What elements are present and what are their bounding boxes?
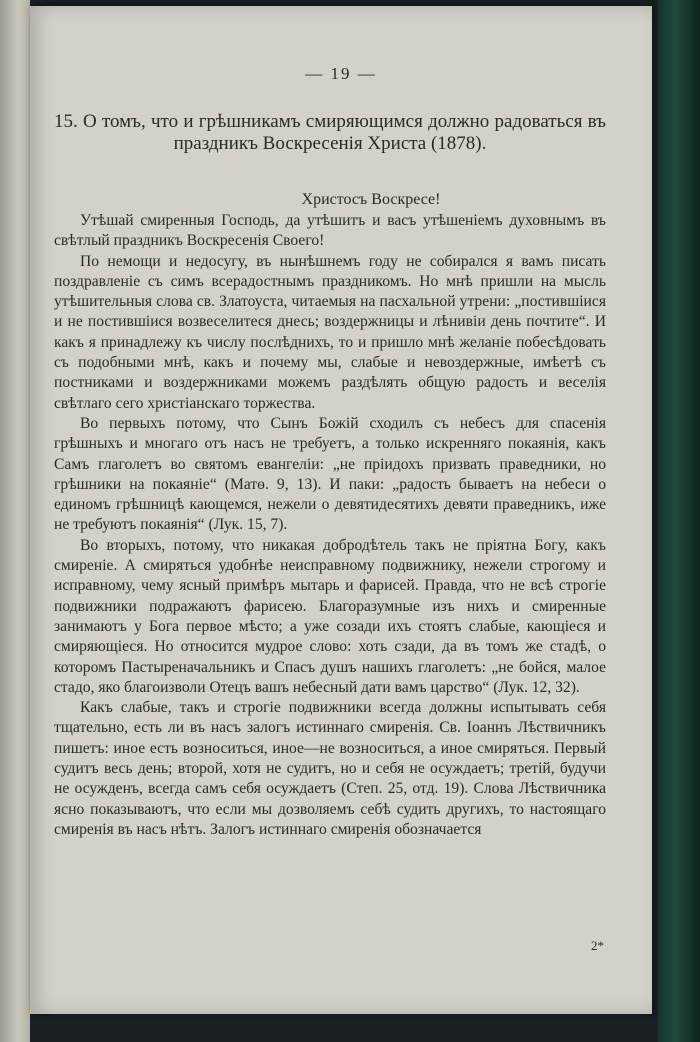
paragraph: Во первыхъ потому, что Сынъ Божій сходилъ съ небесъ для спасенія грѣшныхъ и многаго отъ насъ не требуетъ, а только искренняго покаянія, какъ Самъ глаголетъ во святомъ евангеліи: „не пріидохъ призвать праведники, но грѣшники на покаяніе“ (Матѳ. 9, 13). И паки: „радость бываетъ на небеси о единомъ грѣшницѣ кающемся, нежели о девятидесятихъ девяти праведникъ, иже не требуютъ покаянія“ (Лук. 15, 7). bbox=[54, 414, 606, 534]
book-page bbox=[30, 6, 652, 1014]
body-text bbox=[54, 211, 606, 840]
page-number: — 19 — bbox=[305, 64, 377, 83]
paragraph: По немощи и недосугу, въ нынѣшнемъ году не собирался я вамъ писать поздравленіе съ симъ всерадостнымъ праздникомъ. Но мнѣ пришли на мысль утѣшительныя слова св. Златоуста, читаемыя на пасхальной утрени: „постившіися и не постившіися возвеселитеся днесь; воздержницы и лѣнивіи день почтите“. И какъ я принадлежу къ числу послѣднихъ, то и пришло мнѣ желаніе побесѣдовать съ подобными мнѣ, какъ и почему мы, слабые и невоздержные, имѣетѣ съ постниками и воздержниками можемъ раздѣлять общую радость и веселія свѣтлаго сего христіанскаго торжества. bbox=[54, 252, 606, 412]
paragraph: Какъ слабые, такъ и строгіе подвижники всегда должны испытывать себя тщательно, есть ли въ насъ залогъ истиннаго смиренія. Св. Іоаннъ Лѣствичникъ пишетъ: иное есть возноситься, иное—не возноситься, а иное смиряться. Первый судитъ весь день; второй, хотя не судитъ, но и себя не осуждаетъ; третій, будучи не осужденъ, всегда самъ себя осуждаетъ (Степ. 25, отд. 19). Слова Лѣствичника ясно показываютъ, что если мы дозволяемъ себѣ судить другихъ, то настоящаго смиренія въ насъ нѣтъ. Залогъ истиннаго смиренія обозначается bbox=[54, 699, 606, 838]
signature-mark: 2* bbox=[591, 938, 604, 953]
paragraph: Утѣшай смиренныя Господь, да утѣшитъ и васъ утѣшеніемъ духовнымъ въ свѣтлый праздникъ Воскресенія Своего! bbox=[54, 212, 606, 250]
facing-page-edge bbox=[0, 0, 30, 1042]
chapter-title: 15. О томъ, что и грѣшникамъ смиряющимся должно радоваться въ праздникъ Воскресенія Христа (1878). bbox=[54, 111, 606, 154]
book-cover-edge bbox=[658, 0, 700, 1042]
salutation: Христосъ Воскресе! bbox=[301, 191, 441, 208]
paragraph: Во вторыхъ, потому, что никакая добродѣтель такъ не пріятна Богу, какъ смиреніе. А смиряться удобнѣе неисправному подвижнику, нежели строгому и исправному, чему ясный примѣръ мытарь и фарисей. Правда, что не всѣ строгіе подвижники подражаютъ фарисею. Благоразумные изъ нихъ и смиренные занимаютъ у Бога первое мѣсто; а уже созади ихъ стоятъ слабые, кающіеся и смиряющіеся. Но относится мудрое слово: хоть сзади, да въ томъ же стадѣ, о которомъ Пастыреначальникъ и Спасъ душъ нашихъ глаголетъ: „не бойся, малое стадо, яко благоизволи Отецъ вашъ небесный дати вамъ царство“ (Лук. 12, 32). bbox=[54, 536, 606, 696]
